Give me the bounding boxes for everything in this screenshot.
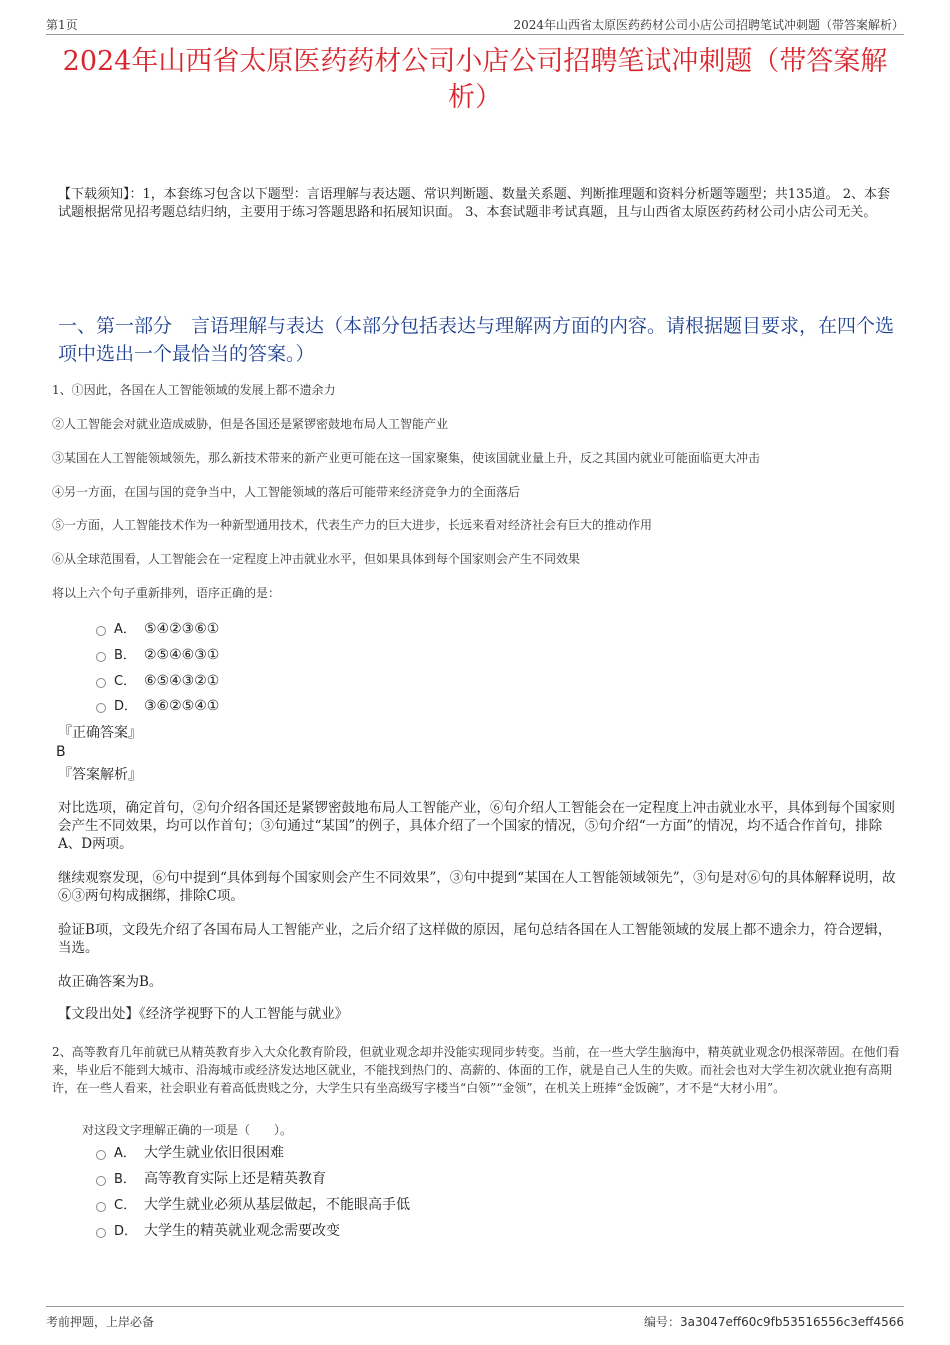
analysis-paragraph-1: 对比选项，确定首句，②句介绍各国还是紧锣密鼓地布局人工智能产业，⑥句介绍人工智能会在一定程度上冲击就业水平，具体到每个国家则会产生不同效果，均可以作首句；③句通过“某国”的例子，具体介绍了一个国家的情况，⑤句介绍“一方面”的情况，均不适合作首句，排除A、D两项。 [58,800,895,852]
footer-code-value: 3a3047eff60c9fb53516556c3eff4566 [679,1315,904,1329]
q2-question: 对这段文字理解正确的一项是（ ）。 [82,1123,293,1137]
footer-code-label: 编号： [643,1315,680,1329]
q2-option-d[interactable]: D． 大学生的精英就业观念需要改变 [96,1221,340,1241]
q2-stem: 2、高等教育几年前就已从精英教育步入大众化教育阶段，但就业观念却并没能实现同步转变。当前，在一些大学生脑海中，精英就业观念仍根深蒂固。在他们看来，毕业后不能到大城市、沿海城市或经济发达地区就业，不能找到热门的、高薪的、体面的工作，就是自己人生的失败。而社会也对大学生初次就业抱有高期许，在一些人看来，社会职业有着高低贵贱之分，大学生只有坐高级写字楼当“白领”“金领”，在机关上班捧“金饭碗”，才不是“大材小用”。 [52,1045,900,1095]
source-citation: 【文段出处】《经济学视野下的人工智能与就业》 [58,1006,349,1022]
q1-sentence-2: ②人工智能会对就业造成威胁，但是各国还是紧锣密鼓地布局人工智能产业 [52,417,449,431]
analysis-paragraph-3: 验证B项，文段先介绍了各国布局人工智能产业，之后介绍了这样做的原因，尾句总结各国在人工智能领域的发展上都不遗余力，符合逻辑，当选。 [58,922,892,956]
q1-sentence-3: ③某国在人工智能领域领先，那么新技术带来的新产业更可能在这一国家聚集，使该国就业量上升，反之其国内就业可能面临更大冲击 [52,451,761,465]
radio-icon[interactable] [96,1228,106,1238]
answer-label: 『正确答案』 [58,725,142,741]
radio-icon[interactable] [96,1176,106,1186]
page-footer [46,1306,904,1327]
radio-icon[interactable] [96,678,106,688]
page-header [46,14,904,35]
download-notice: 【下载须知】：1，本套练习包含以下题型：言语理解与表达题、常识判断题、数量关系题、判断推理题和资料分析题等题型；共135道。 2、本套试题根据常见招考题总结归纳，主要用于练习答题思路和拓展知识面。 3、本套试题非考试真题，且与山西省太原医药药材公司小店公司无关。 [58,187,890,220]
answer-value: B [56,744,66,760]
q1-prompt: 将以上六个句子重新排列，语序正确的是： [52,586,281,600]
analysis-label: 『答案解析』 [58,767,142,783]
section-heading: 一、第一部分 言语理解与表达（本部分包括表达与理解两方面的内容。请根据题目要求，在四个选项中选出一个最恰当的答案。） [58,315,895,365]
q2-option-b[interactable]: B． 高等教育实际上还是精英教育 [96,1169,326,1189]
radio-icon[interactable] [96,1150,106,1160]
q1-option-c[interactable]: C． ⑥⑤④③②① [96,671,219,691]
radio-icon[interactable] [96,652,106,662]
q1-sentence-1: 1、①因此，各国在人工智能领域的发展上都不遗余力 [52,383,336,397]
q1-sentence-5: ⑤一方面，人工智能技术作为一种新型通用技术，代表生产力的巨大进步，长远来看对经济社会有巨大的推动作用 [52,518,653,532]
header-doc-title: 2024年山西省太原医药药材公司小店公司招聘笔试冲刺题（带答案解析） [513,18,904,32]
page-title: 2024年山西省太原医药药材公司小店公司招聘笔试冲刺题（带答案解析） [62,46,888,113]
analysis-paragraph-4: 故正确答案为B。 [58,974,163,990]
q2-option-a[interactable]: A． 大学生就业依旧很困难 [96,1143,284,1163]
q2-option-c[interactable]: C． 大学生就业必须从基层做起，不能眼高手低 [96,1195,410,1215]
radio-icon[interactable] [96,1202,106,1212]
radio-icon[interactable] [96,703,106,713]
q1-option-a[interactable]: A． ⑤④②③⑥① [96,619,219,639]
page-number: 第1页 [46,18,78,32]
radio-icon[interactable] [96,626,106,636]
q1-option-d[interactable]: D． ③⑥②⑤④① [96,696,219,716]
footer-code [644,1313,904,1330]
footer-slogan: 考前押题，上岸必备 [46,1315,155,1329]
q1-sentence-4: ④另一方面，在国与国的竞争当中，人工智能领域的落后可能带来经济竞争力的全面落后 [52,485,521,499]
analysis-paragraph-2: 继续观察发现，⑥句中提到“具体到每个国家则会产生不同效果”，③句中提到“某国在人工智能领域领先”，③句是对⑥句的具体解释说明，故⑥③两句构成捆绑，排除C项。 [58,870,896,904]
q1-option-b[interactable]: B． ②⑤④⑥③① [96,645,219,665]
q1-sentence-6: ⑥从全球范围看，人工智能会在一定程度上冲击就业水平，但如果具体到每个国家则会产生不同效果 [52,552,581,566]
